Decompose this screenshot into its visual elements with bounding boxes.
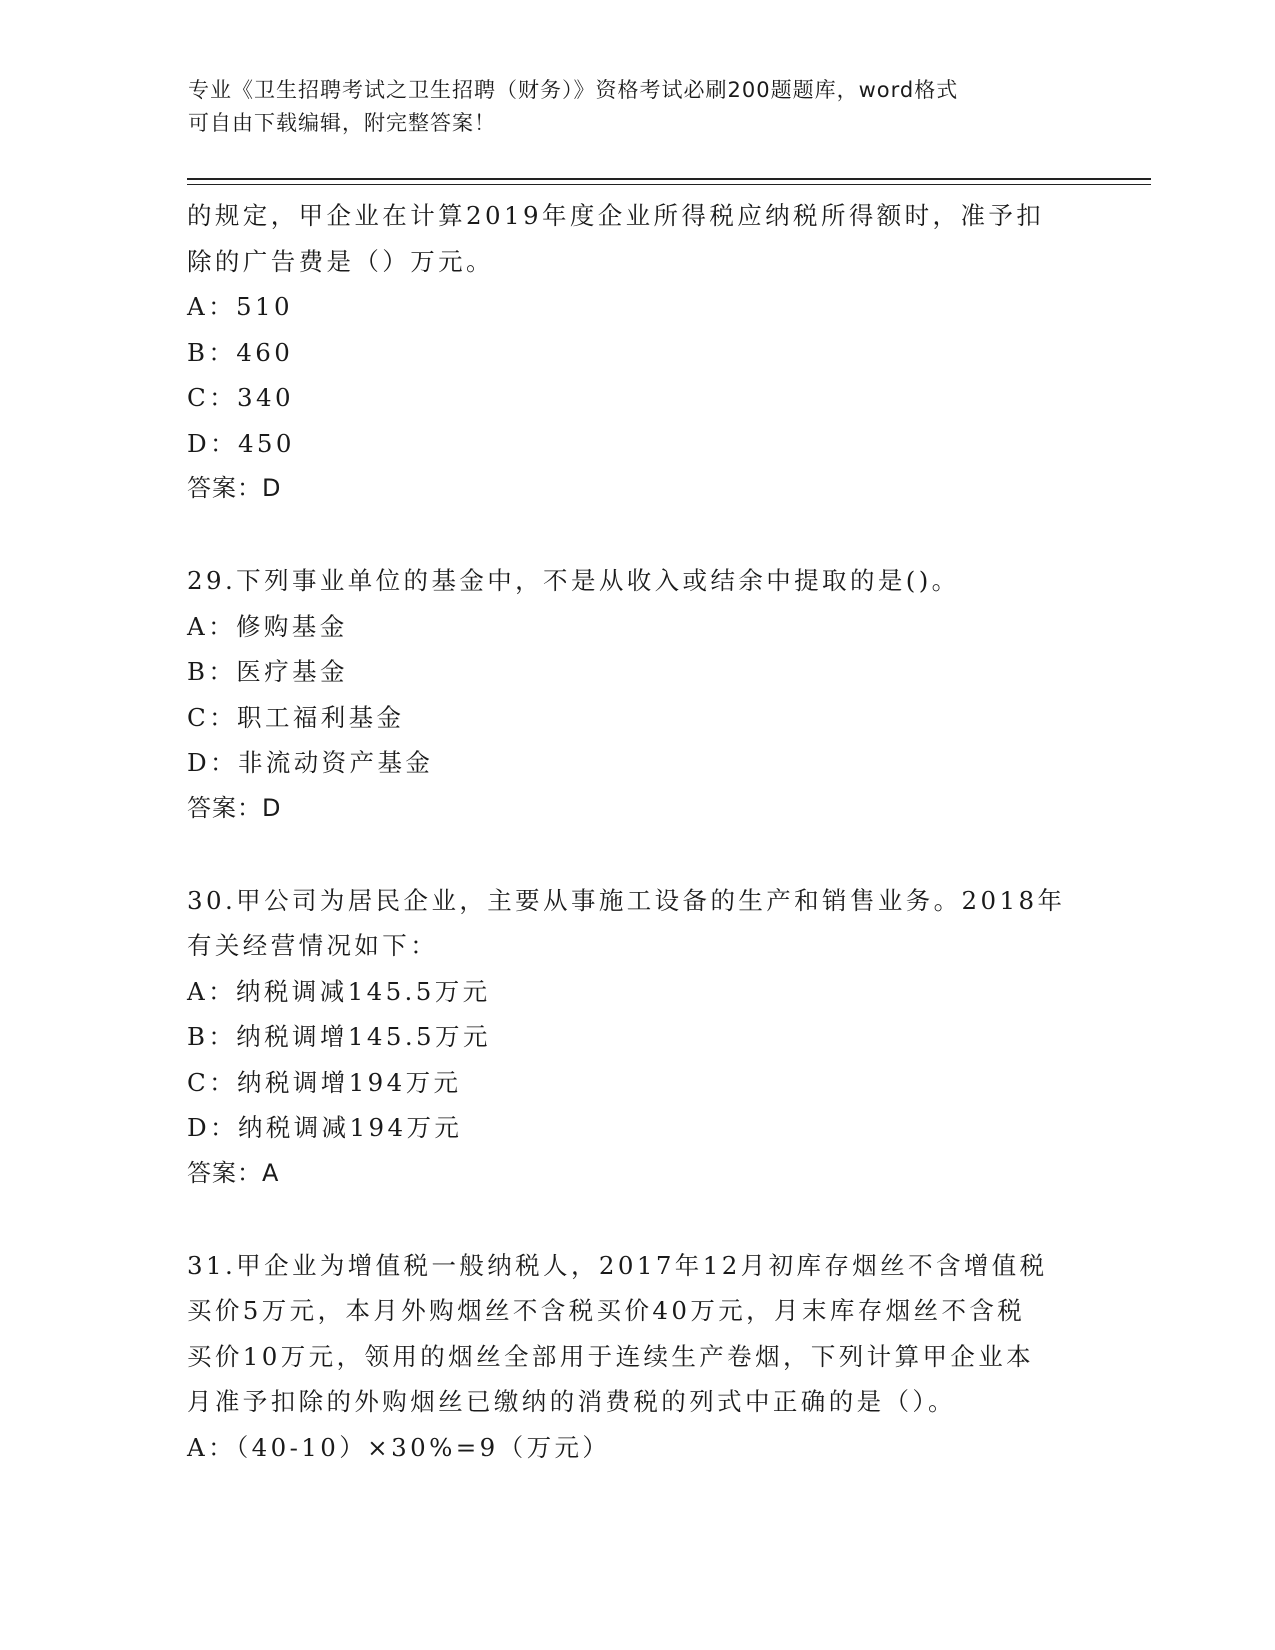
question-stem: 的规定，甲企业在计算2019年度企业所得税应纳税所得额时，准予扣 (187, 201, 1045, 230)
question-list (187, 193, 1087, 1470)
header-title-line-1: 专业《卫生招聘考试之卫生招聘（财务）》资格考试必刷200题题库，word格式 (188, 78, 959, 102)
question-stem: 30.甲公司为居民企业，主要从事施工设备的生产和销售业务。2018年 (187, 885, 1066, 915)
header-divider-thick (187, 178, 1151, 180)
answer-line: 答案：D (187, 793, 282, 822)
option-b: B：医疗基金 (187, 657, 348, 686)
answer-line: 答案：A (187, 1158, 280, 1187)
header-title-line-2: 可自由下载编辑，附完整答案！ (188, 111, 496, 135)
question-stem: 31.甲企业为增值税一般纳税人，2017年12月初库存烟丝不含增值税 (187, 1250, 1048, 1280)
spacer (187, 1196, 1087, 1243)
question-31 (187, 1243, 1087, 1471)
question-stem: 买价10万元，领用的烟丝全部用于连续生产卷烟，下列计算甲企业本 (187, 1341, 1035, 1371)
question-29 (187, 558, 1087, 831)
question-stem: 29.下列事业单位的基金中，不是从收入或结余中提取的是()。 (187, 566, 960, 595)
option-c: C：职工福利基金 (187, 702, 405, 732)
option-d: D：450 (187, 428, 295, 458)
question-28 (187, 193, 1087, 511)
header-divider-thin (187, 184, 1151, 185)
option-a: A：510 (187, 292, 293, 321)
question-stem: 除的广告费是（）万元。 (187, 246, 494, 276)
option-c: C：340 (187, 383, 295, 412)
question-stem: 买价5万元，本月外购烟丝不含税买价40万元，月末库存烟丝不含税 (187, 1296, 1026, 1325)
question-30 (187, 878, 1087, 1196)
option-b: B：460 (187, 337, 294, 367)
option-a: A：纳税调减145.5万元 (187, 976, 491, 1006)
option-a: A：修购基金 (187, 611, 348, 641)
option-d: D：纳税调减194万元 (187, 1113, 463, 1142)
answer-line: 答案：D (187, 474, 282, 502)
question-stem: 月准予扣除的外购烟丝已缴纳的消费税的列式中正确的是（）。 (187, 1387, 956, 1416)
question-stem: 有关经营情况如下： (187, 931, 439, 960)
document-header (188, 74, 1088, 140)
option-c: C：纳税调增194万元 (187, 1067, 462, 1097)
option-d: D：非流动资产基金 (187, 748, 434, 777)
option-b: B：纳税调增145.5万元 (187, 1022, 491, 1051)
spacer (187, 831, 1087, 878)
option-a: A：（40-10）×30%=9（万元） (187, 1432, 611, 1462)
spacer (187, 511, 1087, 558)
